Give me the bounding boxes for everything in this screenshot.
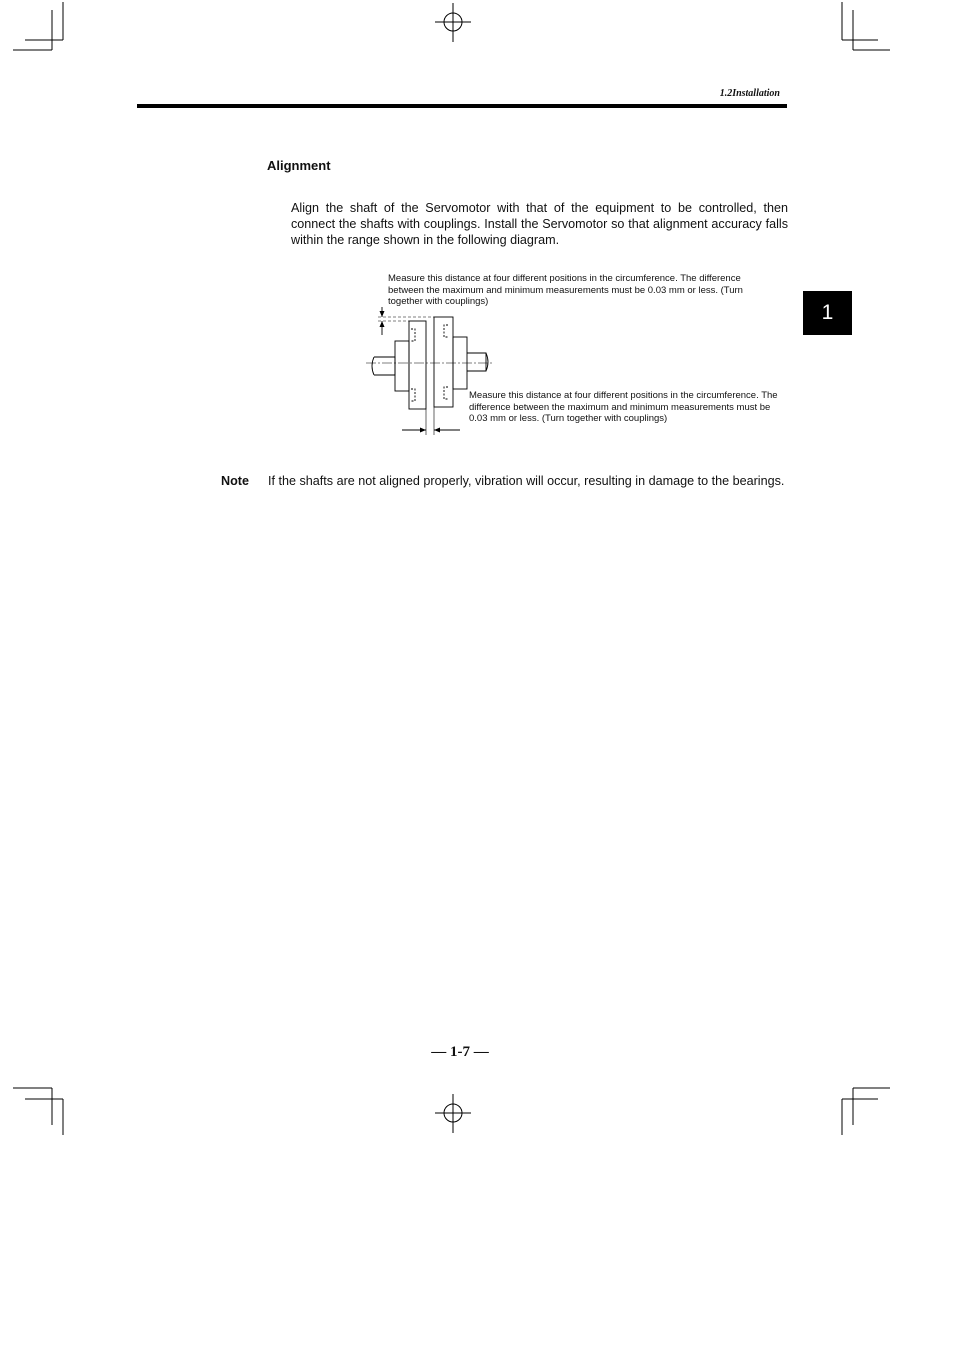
diagram-caption-axial: Measure this distance at four different positions in the circumference. The difference between the maximum and minimum measurements must be 0.03 mm or less. (Turn together with couplings) [469, 390, 778, 424]
diagram-caption-radial: Measure this distance at four different positions in the circumference. The difference between the maximum and minimum measurements must be 0.03 mm or less. (Turn together with couplings) [388, 273, 743, 307]
page-number: — 1-7 — [431, 1044, 489, 1060]
alignment-paragraph: Align the shaft of the Servomotor with that of the equipment to be controlled, then connect the shafts with couplings. Install the Servomotor so that alignment accuracy falls within the range shown in the following diagram. [291, 201, 788, 247]
note-text: If the shafts are not aligned properly, vibration will occur, resulting in damage to the bearings. [268, 474, 785, 488]
note-label: Note [221, 474, 249, 488]
section-heading: Alignment [267, 158, 331, 173]
chapter-tab: 1 [803, 291, 852, 335]
running-head: 1.2Installation [719, 88, 780, 99]
header-rule [137, 104, 787, 108]
